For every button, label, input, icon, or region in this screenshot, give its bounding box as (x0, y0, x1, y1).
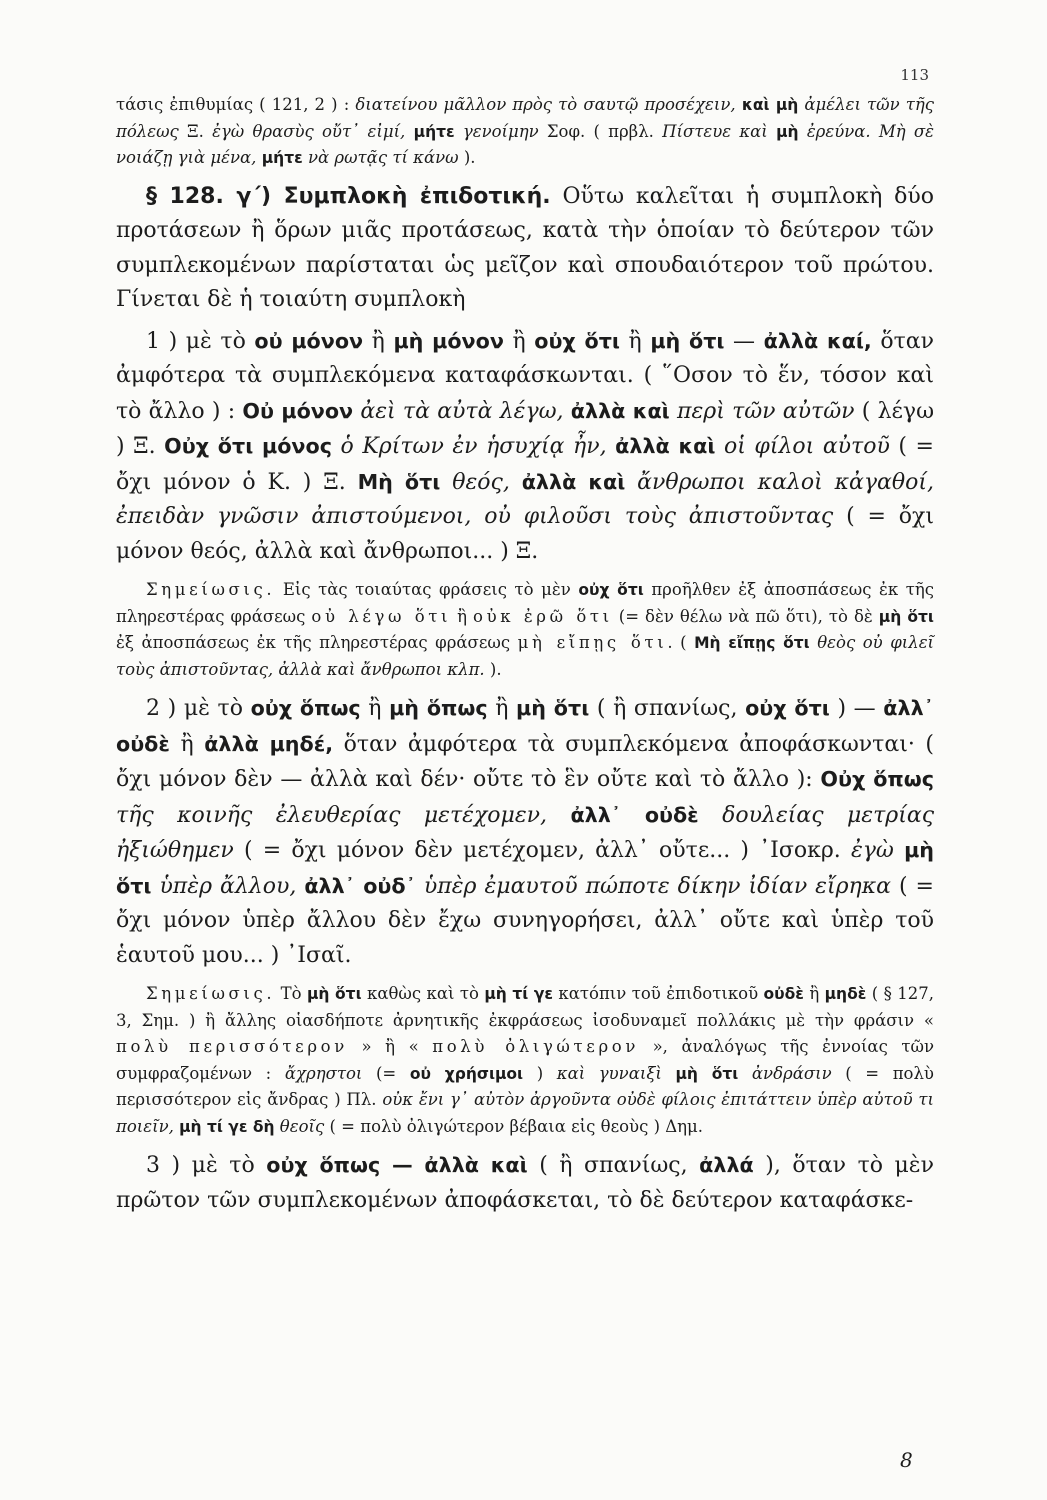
item-3 (116, 1148, 934, 1218)
bold-run: μήτε (405, 122, 455, 141)
bold-run: Μὴ ὅτι (357, 469, 441, 494)
italic-run: θεοῖς (279, 1116, 325, 1136)
text-run: τάσις ἐπιθυμίας ( 121, 2 ) : (116, 95, 356, 114)
bold-run: Οὐχ ὅτι μόνος (164, 434, 332, 458)
text-run (332, 434, 341, 459)
italic-run: γενοίμην (462, 121, 539, 141)
text-run (715, 434, 724, 459)
text-run (455, 122, 463, 141)
bold-run: μὴ τί γε (484, 985, 554, 1003)
text-run (699, 803, 722, 828)
text-run (799, 122, 807, 141)
spaced-run: πολὺ περισσότερον (116, 1037, 348, 1056)
text-run: ( = ὄχι μόνον ὑπὲρ ἄλλου δὲν ἔχω συνηγορήσει, ἀλλ᾽ οὔτε καὶ ὑπὲρ τοῦ ἑαυτοῦ μου... ) ᾽Ισαῖ. (116, 873, 934, 968)
text-run: . ( (667, 633, 695, 652)
italic-run: οὐκ ἔνι γ᾽ αὐτὸν ἀργοῦντα οὐδὲ φίλοις ἐπιτάττειν ὑπὲρ αὐτοῦ τι ποιεῖν, (116, 1090, 934, 1136)
text-run: ἐξ ἀποσπάσεως ἐκ τῆς πληρεστέρας φράσεως (116, 633, 518, 652)
bold-run: ἀλλὰ καὶ (615, 434, 716, 458)
text-run: Εἰς τὰς τοιαύτας φράσεις τὸ μὲν (275, 580, 579, 599)
text-run: καθὼς καὶ τὸ (361, 984, 485, 1003)
bold-run: Οὐ μόνον (242, 398, 354, 423)
page-body (116, 92, 934, 1218)
bold-run: μὴ μόνον (393, 328, 504, 353)
text-run: ( λέγω ) Ξ. (116, 398, 935, 459)
bold-run: ἀλλ᾽ οὐδὲ (570, 802, 699, 827)
text-run (670, 399, 677, 424)
text-run: ( = ὄχι μόνον δὲν μετέχομεν, ἀλλ᾽ οὔτε... ) ᾽Ισοκρ. (233, 838, 851, 863)
bold-run: μὴ ὅτι (650, 328, 725, 353)
bold-run: οὐδὲ (763, 985, 804, 1003)
text-run (440, 470, 452, 495)
bold-run: μὴ ὅπως (389, 696, 488, 720)
italic-run: ἀεὶ τὰ αὐτὰ λέγω, (360, 398, 564, 424)
section-128 (116, 180, 934, 318)
text-run (564, 399, 571, 424)
italic-run: ὑπὲρ ἐμαυτοῦ πώποτε δίκην ἰδίαν εἴρηκα (423, 873, 892, 899)
text-run (738, 1064, 752, 1083)
italic-run: ἄνθρωποι καλοὶ κἀγαθοί, ἐπειδὰν γνῶσιν ἀπιστούμενοι, οὐ φιλοῦσι τοὺς ἀπιστοῦντας (116, 469, 934, 529)
text-run: » ἢ « (347, 1037, 433, 1056)
item-1 (116, 324, 934, 570)
page-number: 113 (900, 66, 929, 84)
bold-run: μὴ ὅτι (878, 607, 934, 626)
text-run: ( § 127, 3, Σημ. ) ἢ ἄλλης οἱασδήποτε ἀρνητικῆς ἐκφράσεως ἰσοδυναμεῖ πολλάκις μὲ τὴν φράσιν « (116, 984, 934, 1030)
bold-run: οὐ μόνον (254, 328, 364, 353)
text-run: ἢ (169, 731, 205, 757)
bold-run: ἀλλὰ καὶ (521, 469, 626, 494)
signature-mark: 8 (900, 1448, 913, 1472)
bold-run: μὴ ὅτι (516, 696, 590, 720)
text-run: ἢ (360, 696, 390, 721)
text-run: ἢ (803, 984, 825, 1003)
text-run: Οὕτω καλεῖται ἡ συμπλοκὴ δύο προτάσεων ἢ ὅρων μιᾶς προτάσεως, κατὰ τὴν ὁποίαν τὸ δεύτερον τῶν συμπλεκομένων παρίσταται ὡς μεῖζον καὶ σπουδαιότερον τοῦ πρώτου. Γίνεται δὲ ἡ τοιαύτη συμπλοκὴ (116, 183, 935, 312)
bold-run: ἀλλά (699, 1153, 754, 1177)
bold-run: μὴ ὅτι (116, 838, 934, 898)
text-run: ( ἢ σπανίως, (527, 1153, 700, 1178)
bold-run: οὐχ ὅτι (745, 696, 830, 720)
text-run (607, 434, 616, 459)
bold-run: μὴ τί γε δὴ (179, 1117, 275, 1136)
text-run: ( = πολὺ ὀλιγώτερον βέβαια εἰς θεοὺς ) Δημ. (324, 1116, 704, 1136)
text-run: ἢ (363, 328, 394, 354)
italic-run: ἀνδράσιν (751, 1063, 832, 1083)
text-run: ὅταν ἀμφότερα τὰ συμπλεκόμενα καταφάσκωνται. ( ῞Οσον τὸ ἕν, τόσον καὶ τὸ ἄλλο ) : (116, 328, 934, 424)
bold-run: οὐχ ὅπως (250, 696, 361, 720)
bold-run: οὐχ ὅτι (534, 328, 620, 353)
text-run: ) (523, 1063, 557, 1083)
italic-run: διατείνου μᾶλλον πρὸς τὸ σαυτῷ προσέχειν, (355, 95, 736, 114)
text-run: ), ὅταν τὸ μὲν πρῶτον τῶν συμπλεκομένων ἀποφάσκεται, τὸ δὲ δεύτερον καταφάσκε- (116, 1153, 934, 1213)
italic-run: ἐγὼ θρασὺς οὔτ᾽ εἰμί, (212, 121, 406, 141)
section-heading: § 128. γ΄) Συμπλοκὴ ἐπιδοτική. (146, 183, 551, 209)
text-run: ) — (829, 696, 884, 721)
text-run: ἢ (487, 696, 517, 721)
bold-run: μὴ ὅτι (307, 985, 362, 1003)
italic-run: τῆς κοινῆς ἐλευθερίας μετέχομεν, (116, 802, 548, 828)
text-run: Σοφ. ( πρβλ. (538, 121, 663, 141)
text-run: (= (362, 1063, 410, 1083)
bold-run: καὶ μὴ (735, 96, 799, 114)
text-run: », ἀναλόγως τῆς ἐννοίας τῶν συμφραζομένων : (116, 1037, 934, 1083)
bold-run: μηδὲ (824, 985, 867, 1003)
text-run: — (724, 328, 764, 354)
italic-run: νὰ ρωτᾷς τί κάνω (307, 148, 459, 167)
italic-run: οἱ φίλοι αὐτοῦ (724, 434, 890, 459)
italic-run: Πίστευε καὶ (662, 121, 768, 141)
text-run: ( ἢ σπανίως, (589, 696, 746, 721)
text-run (662, 1064, 676, 1083)
paragraph-continuation (116, 92, 934, 172)
bold-run: μὴ (767, 122, 799, 141)
bold-run: Μὴ εἴπῃς ὅτι (694, 634, 810, 652)
text-run: ( = ὄχι μόνον θεός, ἀλλὰ καὶ ἄνθρωποι... ) Ξ. (116, 504, 935, 564)
bold-run: ἀλλὰ καί, (763, 328, 872, 353)
text-run: ( = ὄχι μόνον ὁ Κ. ) Ξ. (116, 434, 934, 495)
italic-run: καὶ γυναιξὶ (556, 1063, 662, 1083)
italic-run: δουλείας μετρίας ἠξιώθημεν (116, 802, 935, 863)
note-1 (116, 577, 934, 683)
italic-run: θεὸς οὐ φιλεῖ τοὺς ἀπιστοῦντας, ἀλλὰ καὶ ἄνθρωποι κλπ. (116, 633, 935, 679)
text-run: Ξ. (178, 121, 213, 141)
text-run (894, 838, 904, 863)
italic-run: ἐγὼ (850, 838, 894, 863)
bold-run: μήτε (256, 149, 303, 167)
italic-run: ἄχρηστοι (284, 1063, 363, 1083)
text-run (510, 470, 522, 495)
text-run: ὅταν ἀμφότερα τὰ συμπλεκόμενα ἀποφάσκωνται· ( ὄχι μόνον δὲν — ἀλλὰ καὶ δέν· οὔτε τὸ ἓν οὔτε καὶ τὸ ἄλλο ): (116, 731, 934, 792)
text-run: κατόπιν τοῦ ἐπιδοτικοῦ (553, 984, 764, 1003)
item-2 (116, 691, 934, 973)
text-run: ). (484, 659, 502, 679)
note-2 (116, 981, 934, 1140)
text-run: ( = πολὺ περισσότερον εἰς ἄνδρας ) Πλ. (116, 1063, 934, 1109)
text-run: ). (458, 148, 476, 167)
text-run: 1 ) μὲ τὸ (146, 328, 255, 354)
text-run: (= δὲν θέλω νὰ πῶ ὅτι), τὸ δὲ (612, 606, 879, 626)
text-run: προῆλθεν ἐξ ἀποσπάσεως ἐκ τῆς πληρεστέρας φράσεως (116, 580, 934, 626)
bold-run: ἀλλὰ μηδέ, (204, 731, 334, 756)
italic-run: ὑπὲρ ἄλλου, (159, 873, 297, 899)
italic-run: ἐρεύνα. Μὴ σὲ νοιάζῃ γιὰ μένα, (116, 121, 934, 167)
text-run: ἢ (503, 328, 535, 354)
text-run: 3 ) μὲ τὸ (146, 1153, 267, 1178)
italic-run: περὶ τῶν αὐτῶν (677, 398, 855, 424)
bold-run: Οὐχ ὅπως (820, 767, 934, 791)
text-run: ἢ (451, 606, 474, 626)
bold-run: οὐ χρήσιμοι (409, 1064, 524, 1083)
bold-run: οὐχ ὅτι (578, 581, 644, 599)
italic-run: θεός, (452, 469, 510, 495)
spaced-run: μὴ εἴπῃς ὅτι (517, 633, 668, 652)
note-label: Σημείωσις. (146, 580, 276, 599)
bold-run: μὴ ὅτι (675, 1064, 739, 1083)
italic-run: ἀμέλει τῶν τῆς πόλεως (116, 95, 934, 141)
bold-run: οὐχ ὅπως — ἀλλὰ καὶ (266, 1153, 528, 1177)
text-run (547, 803, 570, 828)
text-run: 2 ) μὲ τὸ (146, 696, 251, 721)
italic-run: ὁ Κρίτων ἐν ἡσυχίᾳ ἦν, (340, 434, 607, 459)
text-run (625, 470, 637, 495)
spaced-run: οὐκ ἐρῶ ὅτι (473, 606, 613, 626)
bold-run: ἀλλ᾽ οὐδ᾽ (304, 873, 416, 898)
text-run: Τὸ (275, 984, 308, 1003)
text-run (416, 874, 424, 899)
note-label: Σημείωσις. (146, 984, 276, 1003)
spaced-run: πολὺ ὀλιγώτερον (432, 1037, 640, 1056)
bold-run: ἀλλ᾽ οὐδὲ (116, 696, 934, 756)
bold-run: ἀλλὰ καὶ (570, 398, 670, 423)
text-run: ἢ (619, 328, 651, 354)
spaced-run: οὐ λέγω ὅτι (311, 606, 452, 626)
